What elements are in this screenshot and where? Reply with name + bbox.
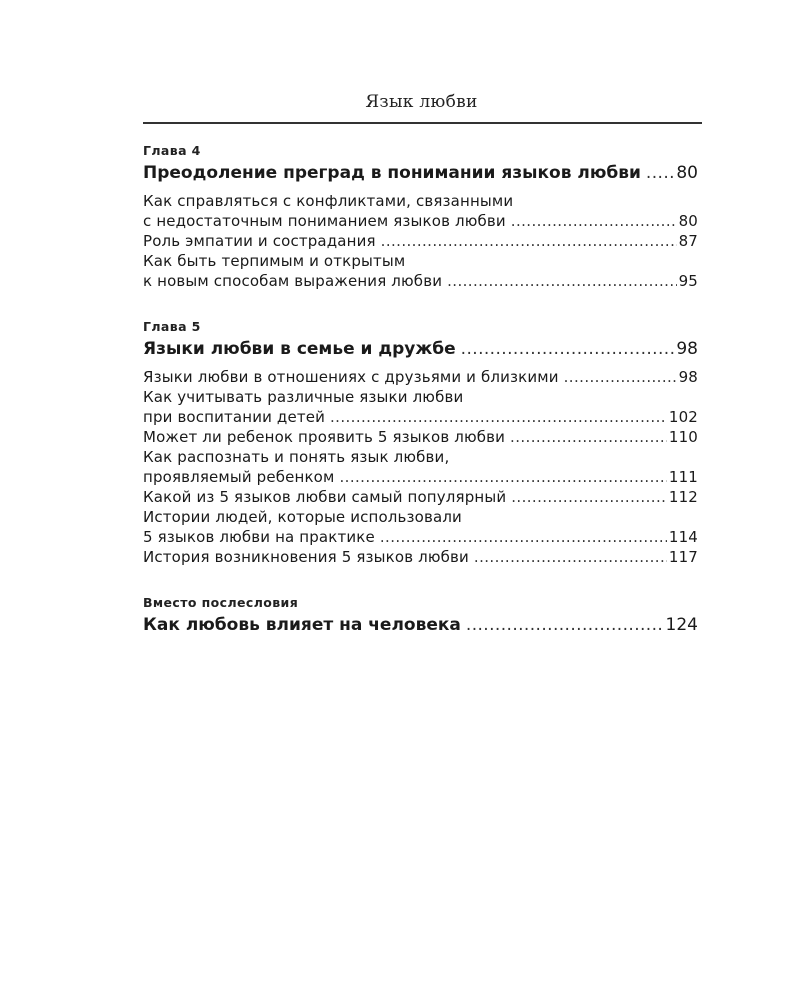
leader-dots (447, 271, 677, 291)
toc-entry (143, 231, 698, 251)
page-number: 98 (676, 339, 698, 359)
entry-text-line: Роль эмпатии и сострадания (143, 232, 376, 250)
chapter-label: Вместо послесловия (143, 595, 299, 610)
page-number: 87 (678, 232, 698, 250)
entry-text-line: История возникновения 5 языков любви (143, 548, 469, 566)
leader-dots (510, 427, 667, 447)
chapter-label: Глава 5 (143, 319, 201, 334)
chapter-title-entry (143, 613, 698, 637)
leader-dots (339, 467, 666, 487)
page-number: 95 (678, 272, 698, 290)
toc-section-afterword (143, 593, 698, 637)
chapter-title: Как любовь влияет на человека (143, 615, 461, 635)
toc-entry (143, 507, 698, 547)
entry-text-line: Истории людей, которые использовали (143, 508, 462, 526)
page-number: 110 (668, 428, 698, 446)
entry-last-line (143, 407, 698, 427)
toc-entry (143, 191, 698, 231)
entry-text-line: 5 языков любви на практике (143, 528, 375, 546)
entry-text-line: Какой из 5 языков любви самый популярный (143, 488, 507, 506)
table-of-contents (143, 141, 698, 657)
page-number: 98 (678, 368, 698, 386)
entry-last-line (143, 271, 698, 291)
page-number: 102 (668, 408, 698, 426)
leader-dots (511, 211, 677, 231)
page-number: 114 (668, 528, 698, 546)
leader-dots (381, 231, 677, 251)
leader-dots (511, 487, 667, 507)
toc-section-chapter-5 (143, 317, 698, 567)
chapter-title: Преодоление преград в понимании языков любви (143, 163, 641, 183)
page-number: 80 (678, 212, 698, 230)
entry-text-line: Как быть терпимым и открытым (143, 252, 406, 270)
page-number: 124 (665, 615, 698, 635)
toc-entry (143, 447, 698, 487)
entry-text-line: к новым способам выражения любви (143, 272, 443, 290)
toc-entry (143, 387, 698, 427)
toc-entry (143, 427, 698, 447)
running-header-title: Язык любви (365, 92, 478, 112)
toc-entry (143, 251, 698, 291)
page-number: 117 (668, 548, 698, 566)
toc-entry (143, 487, 698, 507)
chapter-title: Языки любви в семье и дружбе (143, 339, 456, 359)
page-number: 111 (668, 468, 698, 486)
toc-entry (143, 547, 698, 567)
entry-text-line: проявляемый ребенком (143, 468, 335, 486)
toc-entry (143, 367, 698, 387)
entry-text-line: Как справляться с конфликтами, связанными (143, 192, 514, 210)
entry-last-line (143, 527, 698, 547)
entry-text-line: Как распознать и понять язык любви, (143, 448, 450, 466)
entry-last-line (143, 211, 698, 231)
entry-text-line: Как учитывать различные языки любви (143, 388, 464, 406)
entry-text-line: с недостаточным пониманием языков любви (143, 212, 506, 230)
chapter-title-entry (143, 161, 698, 185)
page-number: 112 (668, 488, 698, 506)
page-number: 80 (676, 163, 698, 183)
entry-text-line: при воспитании детей (143, 408, 325, 426)
header-divider (143, 122, 702, 124)
leader-dots (646, 161, 674, 185)
chapter-label: Глава 4 (143, 143, 201, 158)
entry-last-line (143, 467, 698, 487)
leader-dots (466, 613, 664, 637)
leader-dots (330, 407, 667, 427)
leader-dots (474, 547, 667, 567)
chapter-title-entry (143, 337, 698, 361)
entry-text-line: Может ли ребенок проявить 5 языков любви (143, 428, 506, 446)
leader-dots (564, 367, 677, 387)
leader-dots (380, 527, 667, 547)
entry-text-line: Языки любви в отношениях с друзьями и близкими (143, 368, 559, 386)
toc-section-chapter-4 (143, 141, 698, 291)
leader-dots (461, 337, 675, 361)
